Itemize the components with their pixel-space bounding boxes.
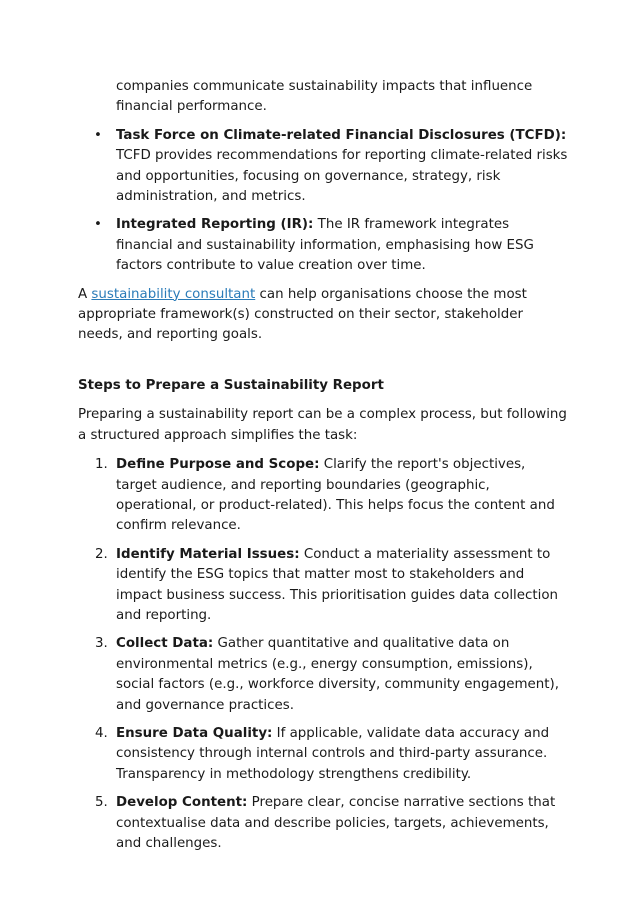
bullet-text: TCFD provides recommendations for reporting climate-related risks and opportunities, focusing on governance, strategy, risk administration, and metrics. bbox=[116, 148, 568, 205]
bullet-term: Task Force on Climate-related Financial Disclosures (TCFD): bbox=[116, 127, 567, 143]
step-number: 5. bbox=[95, 795, 108, 811]
step-number: 3. bbox=[95, 636, 108, 652]
intro-paragraph: Preparing a sustainability report can be a complex process, but following a structured approach simplifies the task: bbox=[78, 407, 567, 443]
sustainability-consultant-link[interactable]: sustainability consultant bbox=[91, 286, 256, 302]
list-item bbox=[78, 126, 568, 208]
step-term: Ensure Data Quality: bbox=[116, 725, 273, 741]
bullet-term: Integrated Reporting (IR): bbox=[116, 217, 314, 233]
step-number: 1. bbox=[95, 457, 108, 473]
step-term: Identify Material Issues: bbox=[116, 546, 300, 562]
step-text: Prepare clear, concise narrative sections that contextualise data and describe policies, targets, achievements, and challenges. bbox=[116, 795, 556, 851]
consultant-paragraph bbox=[78, 285, 568, 346]
step-number: 2. bbox=[95, 546, 108, 562]
steps-numbered-list bbox=[78, 455, 568, 854]
step-text: Conduct a materiality assessment to identify the ESG topics that matter most to stakeholders and impact business success. This prioritisation guides data collection and reporting. bbox=[116, 546, 559, 623]
list-item bbox=[78, 793, 568, 854]
step-term: Define Purpose and Scope: bbox=[116, 457, 320, 473]
paragraph-prefix: A bbox=[78, 286, 92, 302]
step-text: Gather quantitative and qualitative data on environmental metrics (e.g., energy consumption, emissions), social factors (e.g., workforce diversity, community engagement), and governance practices. bbox=[116, 636, 559, 713]
step-text: Clarify the report's objectives, target audience, and reporting boundaries (geographic, operational, or product-related). This helps focus the content and confirm relevance. bbox=[116, 457, 555, 534]
framework-bullet-list bbox=[78, 126, 568, 277]
bullet-dot-icon: • bbox=[94, 217, 102, 233]
bullet-text: The IR framework integrates financial and sustainability information, emphasising how ESG factors contribute to value creation over time. bbox=[116, 217, 534, 274]
bullet-dot-icon: • bbox=[94, 127, 102, 143]
list-item bbox=[78, 215, 568, 276]
step-term: Collect Data: bbox=[116, 636, 214, 652]
step-text: If applicable, validate data accuracy and consistency through internal controls and third-party assurance. Transparency in methodology strengthens credibility. bbox=[116, 725, 550, 782]
step-term: Develop Content: bbox=[116, 795, 248, 811]
list-item bbox=[78, 724, 568, 785]
document-page bbox=[78, 77, 568, 854]
list-item bbox=[78, 455, 568, 537]
section-heading: Steps to Prepare a Sustainability Report bbox=[78, 377, 384, 393]
continued-bullet-text: companies communicate sustainability impacts that influence financial performance. bbox=[116, 79, 533, 115]
paragraph-suffix: can help organisations choose the most appropriate framework(s) constructed on their sector, stakeholder needs, and reporting goals. bbox=[78, 286, 527, 343]
list-item bbox=[78, 634, 568, 716]
step-number: 4. bbox=[95, 725, 108, 741]
list-item bbox=[78, 545, 568, 627]
